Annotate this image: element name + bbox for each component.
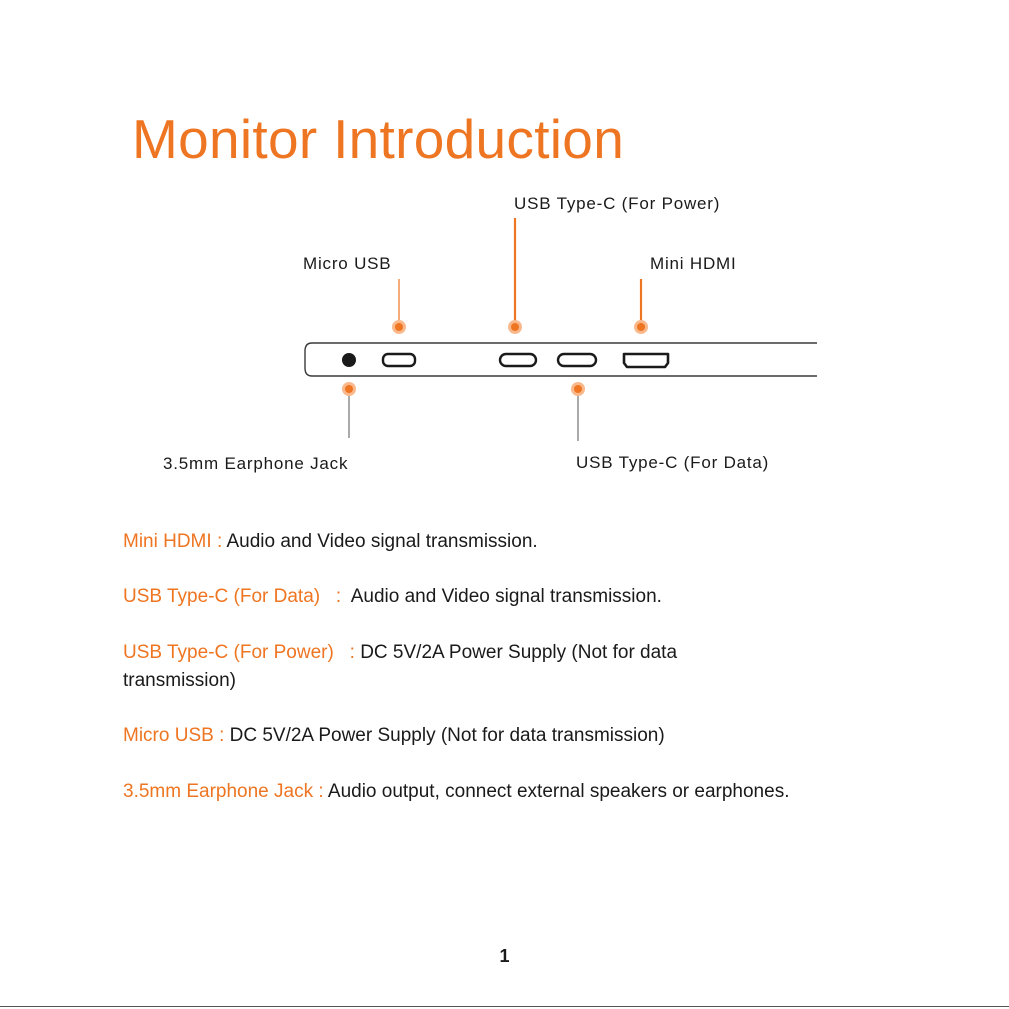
description-text: DC 5V/2A Power Supply (Not for data transmission): [123, 642, 678, 691]
earphone-jack-marker: [342, 382, 356, 396]
description-usb-c-data: [123, 583, 823, 611]
micro-usb-port: [383, 354, 415, 366]
mini-hdmi-marker: [634, 320, 648, 334]
description-text: DC 5V/2A Power Supply (Not for data transmission): [229, 725, 665, 746]
page-title: Monitor Introduction: [132, 108, 625, 170]
earphone-jack-label: 3.5mm Earphone Jack: [163, 454, 349, 473]
description-term: Micro USB :: [123, 725, 230, 746]
description-earphone-jack: [123, 778, 813, 806]
description-term: 3.5mm Earphone Jack :: [123, 781, 328, 802]
description-term: Mini HDMI :: [123, 531, 227, 552]
micro-usb-marker: [392, 320, 406, 334]
description-text: Audio output, connect external speakers or earphones.: [327, 781, 790, 802]
page-number: 1: [499, 946, 510, 966]
description-term: USB Type-C (For Data) :: [123, 586, 351, 607]
mini-hdmi-port: [624, 354, 668, 367]
description-micro-usb: [123, 722, 823, 750]
description-text: Audio and Video signal transmission.: [350, 586, 662, 607]
port-diagram: [0, 0, 1009, 500]
usb-c-power-port: [500, 354, 536, 366]
bottom-divider: [0, 1006, 1009, 1007]
monitor-edge-outline: [305, 343, 817, 376]
description-term: USB Type-C (For Power) :: [123, 642, 361, 663]
description-mini-hdmi: [123, 528, 823, 556]
description-usb-c-power: [123, 639, 783, 695]
description-text: Audio and Video signal transmission.: [226, 531, 538, 552]
earphone-jack-port: [342, 353, 356, 367]
usb-c-data-port: [558, 354, 596, 366]
usb-c-power-label: USB Type-C (For Power): [514, 194, 721, 213]
micro-usb-label: Micro USB: [303, 254, 392, 273]
mini-hdmi-label: Mini HDMI: [650, 254, 737, 273]
usb-c-data-label: USB Type-C (For Data): [576, 453, 770, 472]
usb-c-power-marker: [508, 320, 522, 334]
usb-c-data-marker: [571, 382, 585, 396]
